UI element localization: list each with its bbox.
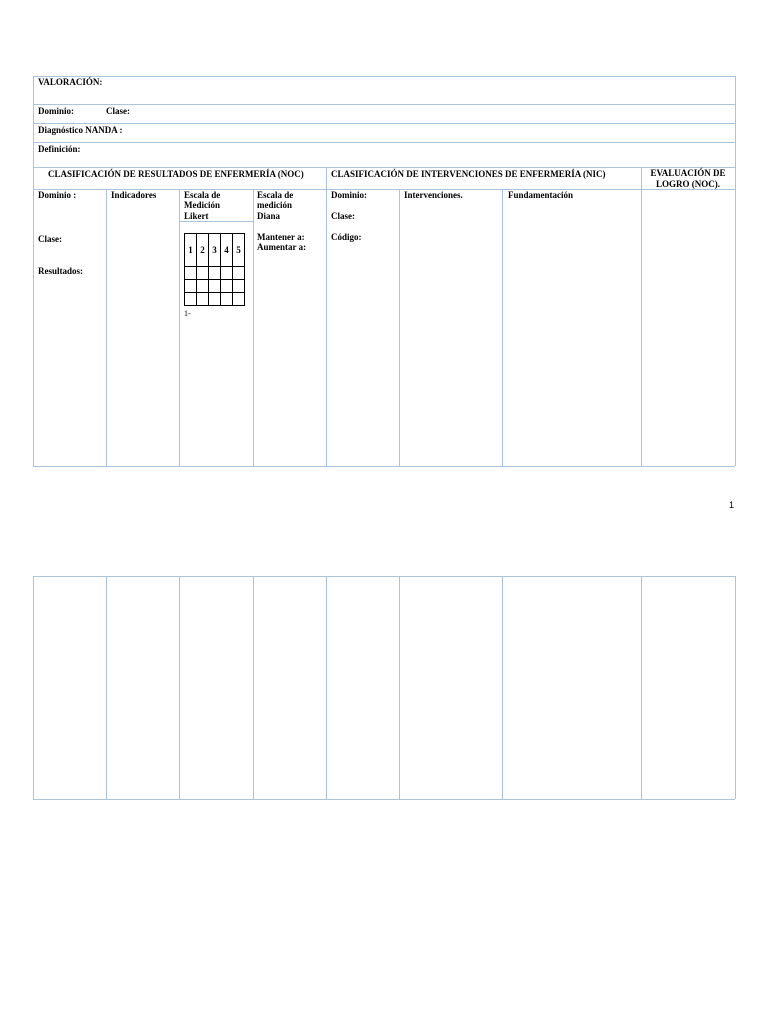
lower-table-border-right: [735, 576, 736, 799]
diana-title-line2: medición: [257, 200, 292, 210]
lower-col-divider-1: [106, 576, 107, 799]
lower-col-divider-2: [179, 576, 180, 799]
likert-scale-4: 4: [221, 234, 233, 267]
nic-clase-label: Clase:: [331, 211, 355, 221]
table-border-right: [735, 76, 736, 466]
intervenciones-label: Intervenciones.: [404, 190, 463, 200]
row-divider-diagnostico: [33, 142, 735, 143]
likert-header-divider: [180, 221, 253, 222]
likert-scale-2: 2: [197, 234, 209, 267]
lower-table-border-bottom: [33, 799, 735, 800]
likert-note: 1-: [184, 309, 191, 318]
lower-table-border-top: [33, 576, 735, 577]
likert-grid-row: [185, 267, 245, 280]
row-divider-valoracion: [33, 104, 735, 105]
likert-scale-3: 3: [209, 234, 221, 267]
lower-col-divider-6: [502, 576, 503, 799]
col-divider-3: [253, 189, 254, 466]
clase-label: Clase:: [106, 106, 130, 116]
definicion-label: Definición:: [38, 144, 81, 154]
page-number: 1: [729, 500, 735, 510]
indicadores-label: Indicadores: [111, 190, 157, 200]
col-divider-1: [106, 189, 107, 466]
fundamentacion-label: Fundamentación: [508, 190, 574, 200]
likert-scale-1: 1: [185, 234, 197, 267]
table-border-top: [33, 76, 735, 77]
lower-col-divider-4: [326, 576, 327, 799]
aumentar-label: Aumentar a:: [257, 242, 307, 252]
lower-table-border-left: [33, 576, 34, 799]
likert-title-line3: Likert: [184, 211, 209, 221]
likert-scale-grid: [184, 233, 245, 306]
lower-col-divider-3: [253, 576, 254, 799]
likert-grid-row: [185, 293, 245, 306]
col-dominio-label: Dominio :: [38, 190, 77, 200]
likert-scale-5: 5: [233, 234, 245, 267]
nic-codigo-label: Código:: [331, 232, 362, 242]
col-divider-6: [502, 189, 503, 466]
likert-scale-header-row: [185, 234, 245, 267]
col-resultados-label: Resultados:: [38, 266, 84, 276]
col-divider-2: [179, 189, 180, 466]
table-border-bottom: [33, 466, 735, 467]
col-divider-5: [399, 189, 400, 466]
header-divider-noc-nic: [326, 167, 327, 189]
mantener-label: Mantener a:: [257, 232, 305, 242]
eval-header-line2: LOGRO (NOC).: [656, 179, 720, 189]
lower-col-divider-7: [641, 576, 642, 799]
dominio-label: Dominio:: [38, 106, 74, 116]
noc-header: CLASIFICACIÓN DE RESULTADOS DE ENFERMERÍA (NOC): [48, 169, 304, 179]
valoracion-label: VALORACIÓN:: [38, 77, 103, 87]
row-divider-definicion: [33, 167, 735, 168]
col-divider-4: [326, 189, 327, 466]
diagnostico-label: Diagnóstico NANDA :: [38, 125, 123, 135]
col-divider-7: [641, 189, 642, 466]
row-divider-dominio: [33, 123, 735, 124]
diana-title-line1: Escala de: [257, 190, 294, 200]
diana-title-line3: Diana: [257, 211, 281, 221]
table-border-left: [33, 76, 34, 466]
nic-dominio-label: Dominio:: [331, 190, 367, 200]
likert-title-line2: Medición: [184, 200, 220, 210]
likert-grid-row: [185, 280, 245, 293]
lower-col-divider-5: [399, 576, 400, 799]
eval-header-line1: EVALUACIÓN DE: [650, 168, 726, 178]
nic-header: CLASIFICACIÓN DE INTERVENCIONES DE ENFERMERÍA (NIC): [331, 169, 606, 179]
col-clase-label: Clase:: [38, 234, 62, 244]
likert-title-line1: Escala de: [184, 190, 221, 200]
